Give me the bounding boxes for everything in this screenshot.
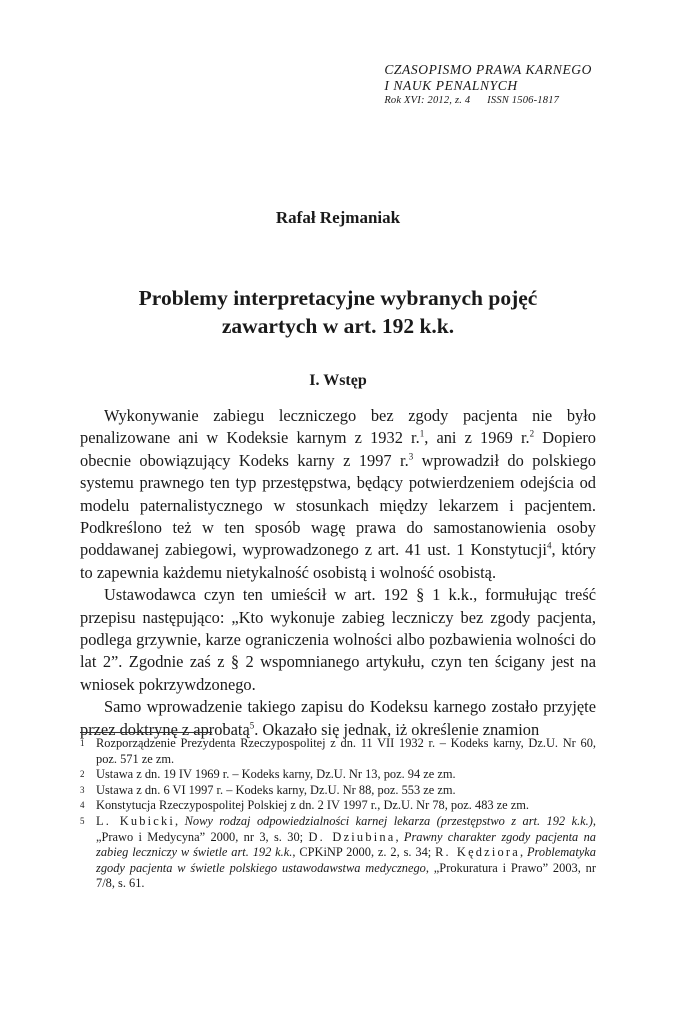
title-line-2: zawartych w art. 192 k.k. bbox=[221, 314, 455, 338]
footnote-number: 5 bbox=[80, 815, 85, 826]
footnote-number: 3 bbox=[80, 784, 85, 795]
footnote-text: Ustawa z dn. 19 IV 1969 r. – Kodeks karny, Dz.U. Nr 13, poz. 94 ze zm. bbox=[96, 767, 456, 782]
footnote-4 bbox=[80, 798, 596, 814]
cited-author: D. Dziubina bbox=[308, 829, 396, 844]
journal-name-line2: I NAUK PENALNYCH bbox=[384, 78, 518, 93]
article-author: Rafał Rejmaniak bbox=[275, 208, 401, 227]
footnote-text: Rozporządzenie Prezydenta Rzeczypospolitej z dn. 11 VII 1932 r. – Kodeks karny, Dz.U. Nr 60, poz. 571 ze zm. bbox=[96, 736, 596, 766]
footnote-text: L. Kubicki, Nowy rodzaj odpowiedzialności karnej lekarza (przestępstwo z art. 192 k.k.), „Prawo i Medycyna” 2000, nr 3, s. 30; D. Dziubina, Prawny charakter zgody pacjenta na zabieg leczniczy w świetle art. 192 k.k., CPKiNP 2000, z. 2, s. 34; R. Kędziora, Problematyka zgody pacjenta w świetle polskiego ustawodawstwa medycznego, „Prokuratura i Prawo” 2003, nr 7/8, s. 61. bbox=[96, 813, 597, 891]
footnote-text: Ustawa z dn. 6 VI 1997 r. – Kodeks karny, Dz.U. Nr 88, poz. 553 ze zm. bbox=[96, 782, 456, 797]
paragraph-3: Samo wprowadzenie takiego zapisu do Kodeksu karnego zostało przyjęte przez doktrynę z aprobatą$^5$. Okazało się jednak, iż określenie znamion bbox=[80, 697, 596, 739]
title-line-1: Problemy interpretacyjne wybranych pojęć bbox=[138, 286, 538, 310]
journal-meta bbox=[384, 94, 592, 108]
footnote-number: 4 bbox=[80, 800, 85, 811]
paragraph-1: Wykonywanie zabiegu leczniczego bez zgody pacjenta nie było penalizowane ani w Kodeksie karnym z 1932 r.$^1$, ani z 1969 r.$^2$ Dopiero obecnie obowiązujący Kodeks karny z 1997 r.$^3$ wprowadził do polskiego systemu prawnego ten typ przestępstwa, będący potwierdzeniem odejścia od modelu paternalistycznego w stosunkach między lekarzem i pacjentem. Podkreślono też w ten sposób wagę prawa do samostanowienia osoby poddawanej zabiegowi, wyprowadzonego z art. 41 ust. 1 Konstytucji$^4$, który to zapewnia każdemu nietykalność osobistą i wolność osobistą. bbox=[80, 406, 597, 582]
footnote-1 bbox=[80, 736, 596, 767]
footnote-3 bbox=[80, 783, 596, 799]
section-heading: I. Wstęp bbox=[309, 372, 367, 389]
footnote-number: 1 bbox=[80, 738, 85, 748]
article-body bbox=[80, 405, 596, 741]
footnote-number: 2 bbox=[80, 769, 85, 780]
footnotes bbox=[80, 736, 596, 892]
article-title bbox=[0, 284, 676, 340]
footnote-ref-4: 4 bbox=[546, 540, 552, 551]
footnote-5 bbox=[80, 814, 596, 892]
footnote-2 bbox=[80, 767, 596, 783]
footnote-ref-3: 3 bbox=[408, 451, 414, 462]
footnote-ref-2: 2 bbox=[529, 428, 535, 439]
journal-issn: ISSN 1506-1817 bbox=[487, 95, 560, 106]
footnote-ref-1: 1 bbox=[419, 428, 425, 439]
journal-issue: Rok XVI: 2012, z. 4 bbox=[384, 95, 471, 106]
paragraph-2: Ustawodawca czyn ten umieścił w art. 192 § 1 k.k., formułując treść przepisu następująco: „Kto wykonuje zabieg leczniczy bez zgody pacjenta, podlega grzywnie, karze ograniczenia wolności albo pozbawienia wolności do lat 2”. Zgodnie zaś z § 2 wspomnianego artykułu, czyn ten ścigany jest na wniosek pokrzywdzonego. bbox=[80, 585, 596, 694]
footnote-text: Konstytucja Rzeczypospolitej Polskiej z dn. 2 IV 1997 r., Dz.U. Nr 78, poz. 483 ze zm. bbox=[96, 798, 530, 813]
cited-title: Nowy rodzaj odpowiedzialności karnej lekarza (przestępstwo z art. 192 k.k.) bbox=[184, 813, 593, 828]
footnote-separator bbox=[80, 732, 212, 733]
cited-author: R. Kędziora bbox=[435, 845, 520, 860]
journal-name-line1: CZASOPISMO PRAWA KARNEGO bbox=[384, 62, 592, 77]
cited-title: Prawny charakter zgody pacjenta na zabieg leczniczy w świetle art. 192 k.k. bbox=[96, 829, 596, 860]
cited-title: Problematyka zgody pacjenta w świetle polskiego ustawodawstwa medycznego bbox=[96, 845, 596, 875]
journal-header bbox=[384, 62, 592, 108]
footnote-ref-5: 5 bbox=[249, 720, 255, 731]
cited-author: L. Kubicki bbox=[96, 813, 176, 828]
